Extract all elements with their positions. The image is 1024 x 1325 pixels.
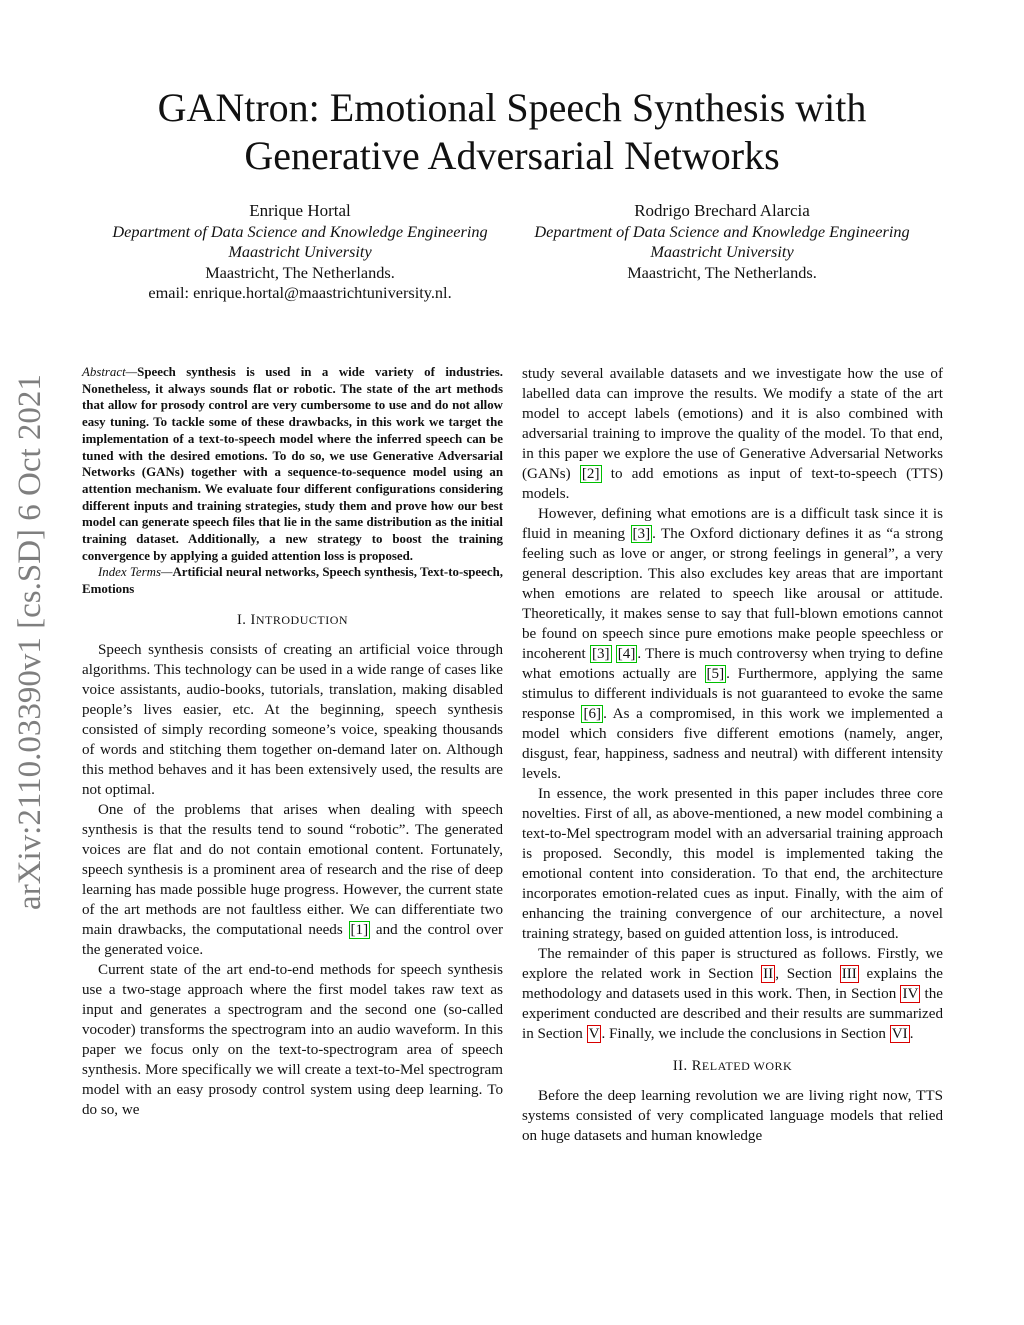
title-line-1: GANtron: Emotional Speech Synthesis with: [157, 85, 867, 130]
section-link[interactable]: IV: [902, 986, 919, 1002]
section-link[interactable]: III: [841, 966, 857, 982]
intro-paragraph-5: In essence, the work presented in this paper includes three core novelties. First of all, as above-mentioned, a new model combining a text-to-Mel spectrogram model with an adversarial training approach is proposed. Secondly, this model is implemented taking the emotional content into consideration. To that end, the architecture incorporates emotion-related cues as input. Finally, with the aim of enhancing the training convergence of our architecture, a novel training strategy, based on guided attention loss, is introduced.: [522, 786, 943, 942]
intro-paragraph-3-cont: study several available datasets and we investigate how the use of labelled data can improve the results. We modify a state of the art model to accept labels (emotions) and it is also combined with adversarial training to improve the quality of the model. To that end, in this paper we explore the use of Generative Adversarial Networks (GANs) [2] to add emotions as input of text-to-speech (TTS) models.: [522, 366, 943, 502]
author-name: Enrique Hortal: [249, 201, 351, 220]
author-university: Maastricht University: [228, 242, 372, 262]
abstract: [82, 364, 503, 564]
section-heading-related-work: II. RELATED WORK: [672, 1058, 793, 1074]
author-department: Department of Data Science and Knowledge Engineering: [112, 221, 488, 241]
section-link[interactable]: II: [763, 966, 774, 982]
intro-paragraph-1: Speech synthesis consists of creating an artificial voice through algorithms. This technology can be used in a wide range of cases like voice assistants, audio-books, tutorials, translation, making disabled people’s lives easier, etc. At the beginning, speech synthesis consisted of simply recording someone’s voice, speaking thousands of words and stitching them together on-demand later on. Although this method behaves and it has been extensively used, the results are not optimal.: [82, 641, 503, 798]
abstract-text: Speech synthesis is used in a wide variety of industries. Nonetheless, it always sounds flat or robotic. The state of the art methods that allow for prosody control are very cumbersome to use and do not allow easy tuning. To tackle some of these drawbacks, in this work we target the implementation of a text-to-speech model where the inferred speech can be tuned with the desired emotions. To do so, we use Generative Adversarial Networks (GANs) together with a sequence-to-sequence model using an attention mechanism. We evaluate four different configurations considering different inputs and training strategies, study them and prove how our best model can generate speech files that lie in the same distribution as the initial training dataset. Additionally, a new strategy to boost the training convergence by applying a guided attention loss is proposed.: [82, 365, 503, 563]
section-link[interactable]: VI: [891, 1026, 908, 1042]
author-name: Rodrigo Brechard Alarcia: [634, 201, 810, 220]
citation-link[interactable]: [5]: [706, 666, 725, 682]
related-work-paragraph-1: Before the deep learning revolution we are living right now, TTS systems consisted of very complicated language models that relied on huge datasets and human knowledge: [522, 1088, 943, 1144]
intro-paragraph-3: Current state of the art end-to-end methods for speech synthesis use a two-stage approach where the first model takes raw text as input and generates a spectrogram and the second one (so-called vocoder) transforms the spectrogram into an audio waveform. In this paper we focus only on the text-to-spectrogram area of speech synthesis. More specifically we will create a text-to-Mel spectrogram model with an easy prosody control system using deep learning. To do so, we: [82, 961, 503, 1118]
citation-link[interactable]: [6]: [583, 706, 602, 722]
author-block-2: [512, 201, 932, 283]
intro-paragraph-6: The remainder of this paper is structured as follows. Firstly, we explore the related work in Section II , Section III explains the methodology and datasets used in this work. Then, in Section IV the experiment conducted are described and their results are summarized in Section V . Finally, we include the conclusions in Section VI .: [522, 946, 943, 1042]
index-terms-text: Artificial neural networks, Speech synthesis, Text-to-speech, Emotions: [82, 565, 503, 597]
author-location: Maastricht, The Netherlands.: [627, 262, 817, 282]
citation-link[interactable]: [2]: [581, 466, 600, 482]
citation-link[interactable]: [4]: [617, 646, 636, 662]
author-location: Maastricht, The Netherlands.: [205, 262, 395, 282]
section-heading-introduction: I. INTRODUCTION: [236, 611, 349, 628]
section-link[interactable]: V: [588, 1026, 600, 1042]
arxiv-stamp: arXiv:2110.03390v1 [cs.SD] 6 Oct 2021: [12, 374, 48, 910]
intro-paragraph-2: One of the problems that arises when dealing with speech synthesis is that the results tend to sound “robotic”. The generated voices are flat and do not contain emotional content. Fortunately, speech synthesis is a prominent area of research and the rise of deep learning has made possible huge progress. However, the current state of the art methods are not faultless either. We can differentiate two main drawbacks, the computational needs [1] and the control over the generated voice.: [82, 801, 503, 958]
paper-title: [0, 84, 1024, 180]
index-terms-label: Index Terms—: [98, 565, 173, 580]
intro-paragraph-4: However, defining what emotions are is a difficult task since it is fluid in meaning [3] . The Oxford dictionary defines it as “a strong feeling such as love or anger, or strong feelings in general”, a very general description. This also excludes key areas that are important when emotions are related to speech like arousal or attitude. Theoretically, it makes sense to say that full-blown emotions cannot be found on speech since pure emotions make people speechless or incoherent [3] [4] . There is much controversy when trying to define what emotions actually are [5] . Furthermore, applying the same stimulus to different individuals is not guaranteed to evoke the same response [6] . As a compromised, in this work we implemented a model which considers five different emotions (namely, anger, disgust, fear, happiness, sadness and neutral) with different intensity levels.: [522, 506, 943, 782]
right-column: [522, 364, 943, 1146]
left-column: [82, 364, 503, 1120]
author-department: Department of Data Science and Knowledge Engineering: [534, 221, 910, 241]
citation-link[interactable]: [3]: [591, 646, 610, 662]
author-email: email: enrique.hortal@maastrichtuniversity.nl.: [148, 283, 452, 303]
abstract-label: Abstract—: [82, 365, 138, 379]
citation-link[interactable]: [3]: [632, 526, 651, 542]
author-block-1: [90, 201, 510, 304]
citation-link[interactable]: [1]: [350, 921, 369, 938]
index-terms: [82, 564, 503, 597]
title-line-2: Generative Adversarial Networks: [244, 133, 780, 178]
author-university: Maastricht University: [650, 242, 794, 262]
